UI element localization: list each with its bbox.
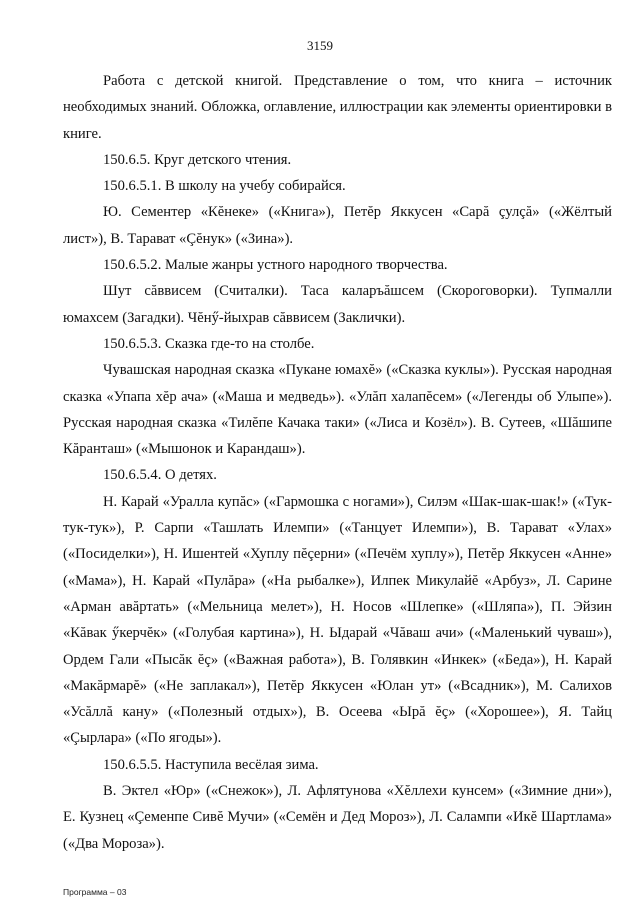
subsection-heading: 150.6.5.2. Малые жанры устного народного творчества. bbox=[103, 257, 448, 274]
reading-list: Ю. Сементер «Кĕнеке» («Книга»), Петĕр Яккусен «Сарă çулçă» («Жёлтый лист»), В. Тарават «Çĕнук» («Зина»). bbox=[63, 204, 612, 247]
subsection-heading: 150.6.5.4. О детях. bbox=[103, 467, 217, 484]
reading-list: Н. Карай «Уралла купăс» («Гармошка с ногами»), Силэм «Шак-шак-шак!» («Тук-тук-тук»), Р. Сарпи «Ташлать Илемпи» («Танцует Илемпи»), В. Тарават «Улах» («Посиделки»), Н. Ишентей «Хуплу пĕçерни» («Печём хуплу»), Петĕр Яккусен «Анне» («Мама»), Н. Карай «Пулăра» («На рыбалке»), Илпек Микулайĕ «Арбуз», Л. Сарине «Арман авăртать» («Мельница мелет»), Н. Носов «Шлепке» («Шляпа»), П. Эйзин «Кăвак ӳкерчĕк» («Голубая картина»), Н. Ыдарай «Чăваш ачи» («Маленький чуваш»), Ордем Гали «Пысăк ĕç» («Важная работа»), В. Голявкин «Инкек» («Беда»), Н. Карай «Макăрмарĕ» («Не заплакал»), Петĕр Яккусен «Юлан ут» («Всадник»), М. Салихов «Усăллă кану» («Полезный отдых»), В. Осеева «Ырă ĕç» («Хорошее»), Я. Тайц «Çырлара» («По ягоды»). bbox=[63, 493, 612, 747]
page-footer: Программа – 03 bbox=[63, 887, 127, 897]
page-number: 3159 bbox=[307, 38, 333, 53]
reading-list: В. Эктел «Юр» («Снежок»), Л. Афлятунова «Хĕллехи кунсем» («Зимние дни»), Е. Кузнец «Çеменпе Сивĕ Мучи» («Семён и Дед Мороз»), Л. Салампи «Икĕ Шартлама» («Два Мороза»). bbox=[63, 783, 612, 852]
reading-list: Чувашская народная сказка «Пукане юмахĕ» («Сказка куклы»). Русская народная сказка «Упапа хĕр ача» («Маша и медведь»). «Улăп халапĕсем» («Легенды об Улыпе»). Русская народная сказка «Тилĕпе Качака таки» («Лиса и Козёл»). В. Сутеев, «Шăшипе Кăранташ» («Мышонок и Карандаш»). bbox=[63, 362, 612, 458]
paragraph-intro: Работа с детской книгой. Представление о том, что книга – источник необходимых знаний. Обложка, оглавление, иллюстрации как элементы ориентировки в книге. bbox=[63, 73, 612, 142]
section-heading: 150.6.5. Круг детского чтения. bbox=[103, 151, 292, 168]
document-body bbox=[63, 68, 612, 857]
reading-list: Шут сăввисем (Считалки). Таса каларъăшсем (Скороговорки). Тупмалли юмахсем (Загадки). Чĕнӳ-йыхрав сăввисем (Заклички). bbox=[63, 283, 612, 326]
subsection-heading: 150.6.5.3. Сказка где-то на столбе. bbox=[103, 335, 315, 352]
subsection-heading: 150.6.5.5. Наступила весёлая зима. bbox=[103, 756, 319, 773]
subsection-heading: 150.6.5.1. В школу на учебу собирайся. bbox=[103, 178, 346, 195]
